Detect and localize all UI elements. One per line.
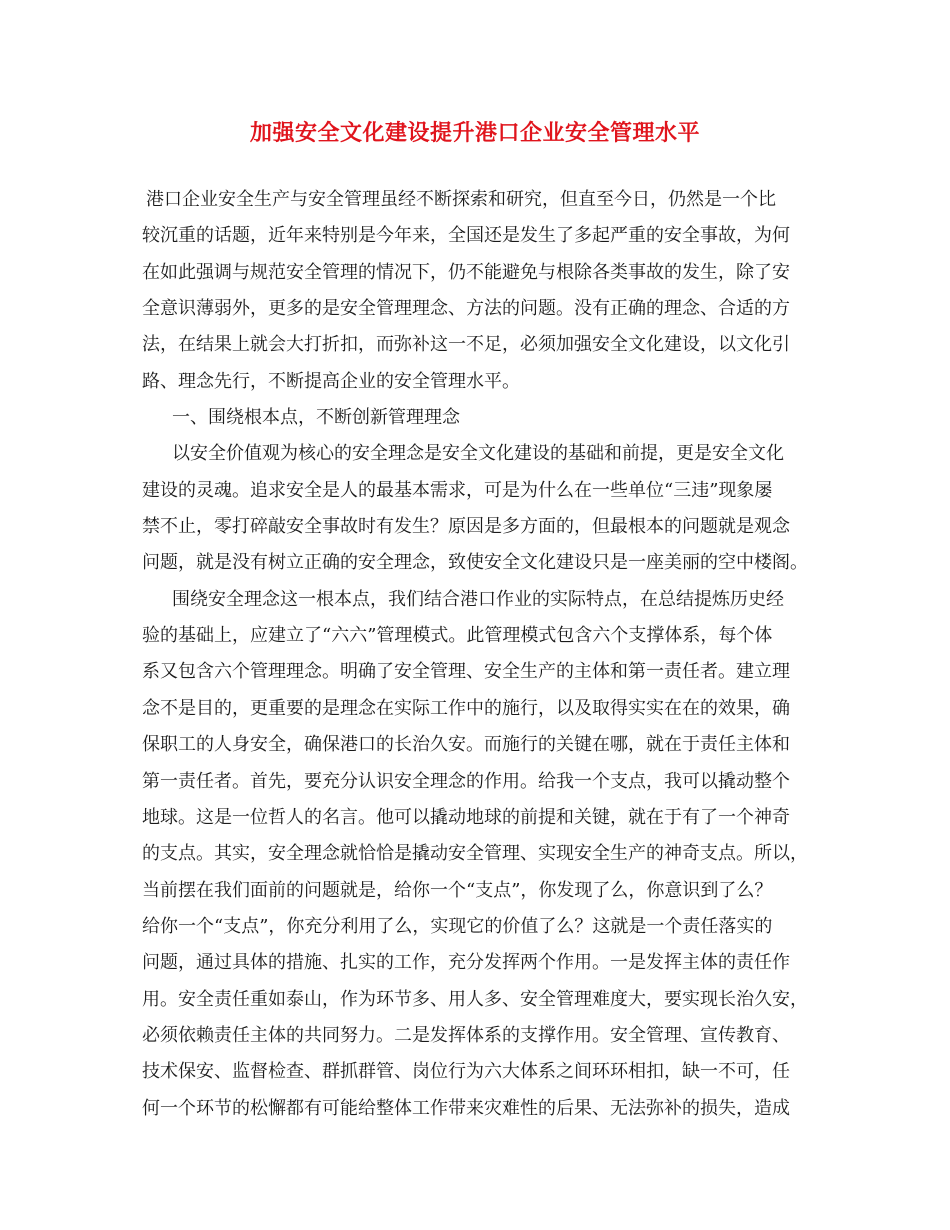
- text-line: 围绕安全理念这一根本点，我们结合港口作业的实际特点，在总结提炼历史经: [172, 588, 784, 610]
- document-title: 加强安全文化建设提升港口企业安全管理水平: [249, 121, 700, 146]
- text-line: 问题，就是没有树立正确的安全理念，致使安全文化建设只是一座美丽的空中楼阁。: [142, 552, 808, 574]
- text-line: 禁不止，零打碎敲安全事故时有发生？原因是多方面的，但最根本的问题就是观念: [142, 516, 790, 538]
- text-line: 给你一个“支点”，你充分利用了么，实现它的价值了么？这就是一个责任落实的: [142, 915, 773, 937]
- text-line: 当前摆在我们面前的问题就是，给你一个“支点”，你发现了么，你意识到了么？: [142, 879, 773, 901]
- text-line: 技术保安、监督检查、群抓群管、岗位行为六大体系之间环环相扣，缺一不可，任: [142, 1061, 790, 1083]
- text-line: 地球。这是一位哲人的名言。他可以撬动地球的前提和关键，就在于有了一个神奇: [142, 806, 790, 828]
- text-line: 问题，通过具体的措施、扎实的工作，充分发挥两个作用。一是发挥主体的责任作: [142, 952, 790, 974]
- section-heading: 一、围绕根本点，不断创新管理理念: [172, 407, 460, 429]
- text-line: 在如此强调与规范安全管理的情况下，仍不能避免与根除各类事故的发生，除了安: [142, 261, 790, 283]
- text-line: 必须依赖责任主体的共同努力。二是发挥体系的支撑作用。安全管理、宣传教育、: [142, 1024, 790, 1046]
- text-line: 何一个环节的松懈都有可能给整体工作带来灾难性的后果、无法弥补的损失，造成: [142, 1097, 790, 1119]
- text-line: 建设的灵魂。追求安全是人的最基本需求，可是为什么在一些单位“三违”现象屡: [142, 479, 773, 501]
- text-line: 第一责任者。首先，要充分认识安全理念的作用。给我一个支点，我可以撬动整个: [142, 770, 790, 792]
- text-line: 路、理念先行，不断提高企业的安全管理水平。: [142, 370, 520, 392]
- text-line: 念不是目的，更重要的是理念在实际工作中的施行，以及取得实实在在的效果，确: [142, 697, 790, 719]
- text-line: 保职工的人身安全，确保港口的长治久安。而施行的关键在哪，就在于责任主体和: [142, 734, 790, 756]
- text-line: 法，在结果上就会大打折扣，而弥补这一不足，必须加强安全文化建设，以文化引: [142, 334, 790, 356]
- text-line: 的支点。其实，安全理念就恰恰是撬动安全管理、实现安全生产的神奇支点。所以，: [142, 843, 808, 865]
- text-line: 验的基础上，应建立了“六六”管理模式。此管理模式包含六个支撑体系，每个体: [142, 625, 773, 647]
- text-line: 系又包含六个管理理念。明确了安全管理、安全生产的主体和第一责任者。建立理: [142, 661, 790, 683]
- document-body: [142, 182, 816, 1127]
- text-line: 用。安全责任重如泰山，作为环节多、用人多、安全管理难度大，要实现长治久安，: [142, 988, 808, 1010]
- text-line: 港口企业安全生产与安全管理虽经不断探索和研究，但直至今日，仍然是一个比: [146, 189, 776, 210]
- text-line: 全意识薄弱外，更多的是安全管理理念、方法的问题。没有正确的理念、合适的方: [142, 298, 790, 320]
- text-line: 以安全价值观为核心的安全理念是安全文化建设的基础和前提，更是安全文化: [172, 443, 784, 465]
- text-line: 较沉重的话题，近年来特别是今年来，全国还是发生了多起严重的安全事故，为何: [142, 225, 790, 247]
